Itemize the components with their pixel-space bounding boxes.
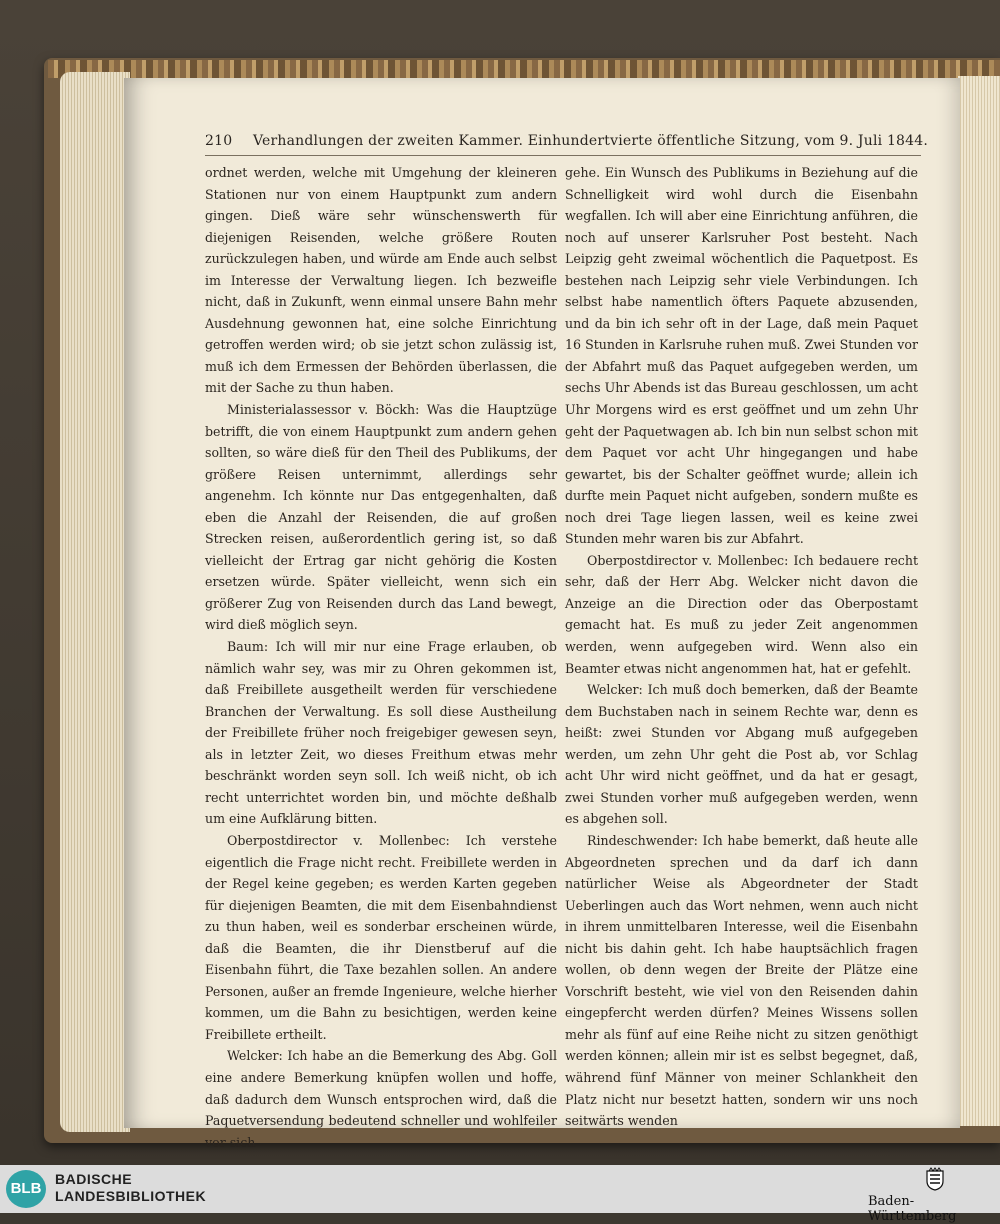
- paragraph: gehe. Ein Wunsch des Publikums in Beziehung auf die Schnelligkeit wird wohl durch die Eisenbahn wegfallen. Ich will aber eine Einrichtung anführen, die noch auf unserer Karlsruher Post besteht. Nach Leipzig geht zweimal wöchentlich die Paquetpost. Es bestehen nach Leipzig sehr viele Verbindungen. Ich selbst habe namentlich öfters Paquete abzusenden, und da bin ich sehr oft in der Lage, daß mein Paquet 16 Stunden in Karlsruhe ruhen muß. Zwei Stunden vor der Abfahrt muß das Paquet aufgegeben werden, um sechs Uhr Abends ist das Bureau geschlossen, um acht Uhr Morgens wird es erst geöffnet und um zehn Uhr geht der Paquetwagen ab. Ich bin nun selbst schon mit dem Paquet vor acht Uhr hingegangen und habe gewartet, bis der Schalter geöffnet wurde; allein ich durfte mein Paquet nicht aufgeben, sondern mußte es noch drei Tage liegen lassen, weil es keine zwei Stunden mehr waren bis zur Abfahrt.: [565, 165, 918, 547]
- page-number: 210: [205, 133, 233, 149]
- page-stack-right: [958, 76, 1000, 1126]
- running-title: Verhandlungen der zweiten Kammer. Einhundertvierte öffentliche Sitzung, vom 9. Juli 1844.: [253, 133, 929, 149]
- paragraph: Baum: Ich will mir nur eine Frage erlauben, ob nämlich wahr sey, was mir zu Ohren gekommen ist, daß Freibillete ausgetheilt werden für verschiedene Branchen der Verwaltung. Es soll diese Austheilung der Freibillete früher noch freigebiger gewesen seyn, als in letzter Zeit, wo dieses Freithum etwas mehr beschränkt worden seyn soll. Ich weiß nicht, ob ich recht unterrichtet worden bin, und möchte deßhalb um eine Aufklärung bitten.: [205, 639, 557, 827]
- left-column: [205, 162, 557, 1153]
- state-crest-icon: [925, 1167, 945, 1191]
- library-name-line1: BADISCHE: [55, 1171, 133, 1187]
- paragraph: Oberpostdirector v. Mollenbec: Ich verstehe eigentlich die Frage nicht recht. Freibillete werden in der Regel keine gegeben; es werden Karten gegeben für diejenigen Beamten, die mit dem Eisenbahndienst zu thun haben, weil es sonderbar erscheinen würde, daß die Beamten, die ihr Dienstberuf auf die Eisenbahn führt, die Taxe bezahlen sollen. An andere Personen, außer an fremde Ingenieure, welche hierher kommen, um die Bahn zu besichtigen, werden keine Freibillete ertheilt.: [205, 832, 557, 1042]
- paragraph: Ministerialassessor v. Böckh: Was die Hauptzüge betrifft, die von einem Hauptpunkt zum andern gehen sollten, so wäre dieß für den Theil des Publikums, der größere Reisen unternimmt, allerdings sehr angenehm. Ich könnte nur Das entgegenhalten, daß eben die Anzahl der Reisenden, die auf großen Strecken reisen, außerordentlich gering ist, so daß vielleicht der Ertrag gar nicht gehörig die Kosten ersetzen würde. Später vielleicht, wenn sich ein größerer Zug von Reisenden durch das Land bewegt, wird dieß möglich seyn.: [205, 402, 557, 633]
- blb-logo[interactable]: BLB: [6, 1170, 46, 1208]
- book-marbled-edge: [48, 60, 1000, 78]
- paragraph: Oberpostdirector v. Mollenbec: Ich bedauere recht sehr, daß der Herr Abg. Welcker nicht davon die Anzeige an die Direction oder das Oberpostamt gemacht hat. Es muß zu jeder Zeit angenommen werden, wenn aufgegeben wird. Wenn also ein Beamter etwas nicht angenommen hat, hat er gefehlt.: [565, 552, 918, 676]
- page-stack-left: [60, 72, 130, 1132]
- state-name: Baden-Württemberg: [868, 1194, 957, 1224]
- paragraph: ordnet werden, welche mit Umgehung der kleineren Stationen nur von einem Hauptpunkt zum andern gingen. Dieß wäre sehr wünschenswerth für diejenigen Reisenden, welche größere Routen zurückzulegen haben, und würde am Ende auch selbst im Interesse der Verwaltung liegen. Ich bezweifle nicht, daß in Zukunft, wenn einmal unsere Bahn mehr Ausdehnung gewonnen hat, eine solche Einrichtung getroffen werden wird; ob sie jetzt schon zulässig ist, muß ich dem Ermessen der Behörden überlassen, die mit der Sache zu thun haben.: [205, 165, 557, 396]
- library-name-line2: LANDESBIBLIOTHEK: [55, 1188, 207, 1204]
- running-header: [205, 133, 929, 149]
- paragraph: Welcker: Ich muß doch bemerken, daß der Beamte dem Buchstaben nach in seinem Rechte war, denn es heißt: zwei Stunden vor Abgang muß aufgegeben werden, um zehn Uhr geht die Post ab, vor Schlag acht Uhr wird nicht geöffnet, und da hat er gesagt, zwei Stunden vorher muß aufgegeben werden, wenn es abgehen soll.: [565, 682, 918, 827]
- paragraph: Rindeschwender: Ich habe bemerkt, daß heute alle Abgeordneten sprechen und da darf ich dann natürlicher Weise als Abgeordneter der Stadt Ueberlingen auch das Wort nehmen, wenn auch nicht in ihrem unmittelbaren Interesse, weil die Eisenbahn nicht bis dahin geht. Ich habe hauptsächlich fragen wollen, ob denn wegen der Breite der Plätze eine Vorschrift besteht, wie viel von den Reisenden dahin eingepfercht werden dürfen? Meines Wissens sollen mehr als fünf auf eine Reihe nicht zu sitzen genöthigt werden können; allein mir ist es selbst begegnet, daß, während fünf Männer von meiner Schlankheit den Platz nicht nur besetzt hatten, sondern wir uns noch seitwärts wenden: [565, 832, 918, 1129]
- library-name[interactable]: [55, 1171, 206, 1205]
- paragraph: Welcker: Ich habe an die Bemerkung des Abg. Goll eine andere Bemerkung knüpfen wollen und hoffe, daß dadurch dem Wunsch entsprochen wird, daß die Paquetversendung bedeutend schneller und wohlfeiler vor sich: [205, 1048, 557, 1150]
- header-rule: [205, 155, 921, 156]
- right-column: [565, 162, 918, 1132]
